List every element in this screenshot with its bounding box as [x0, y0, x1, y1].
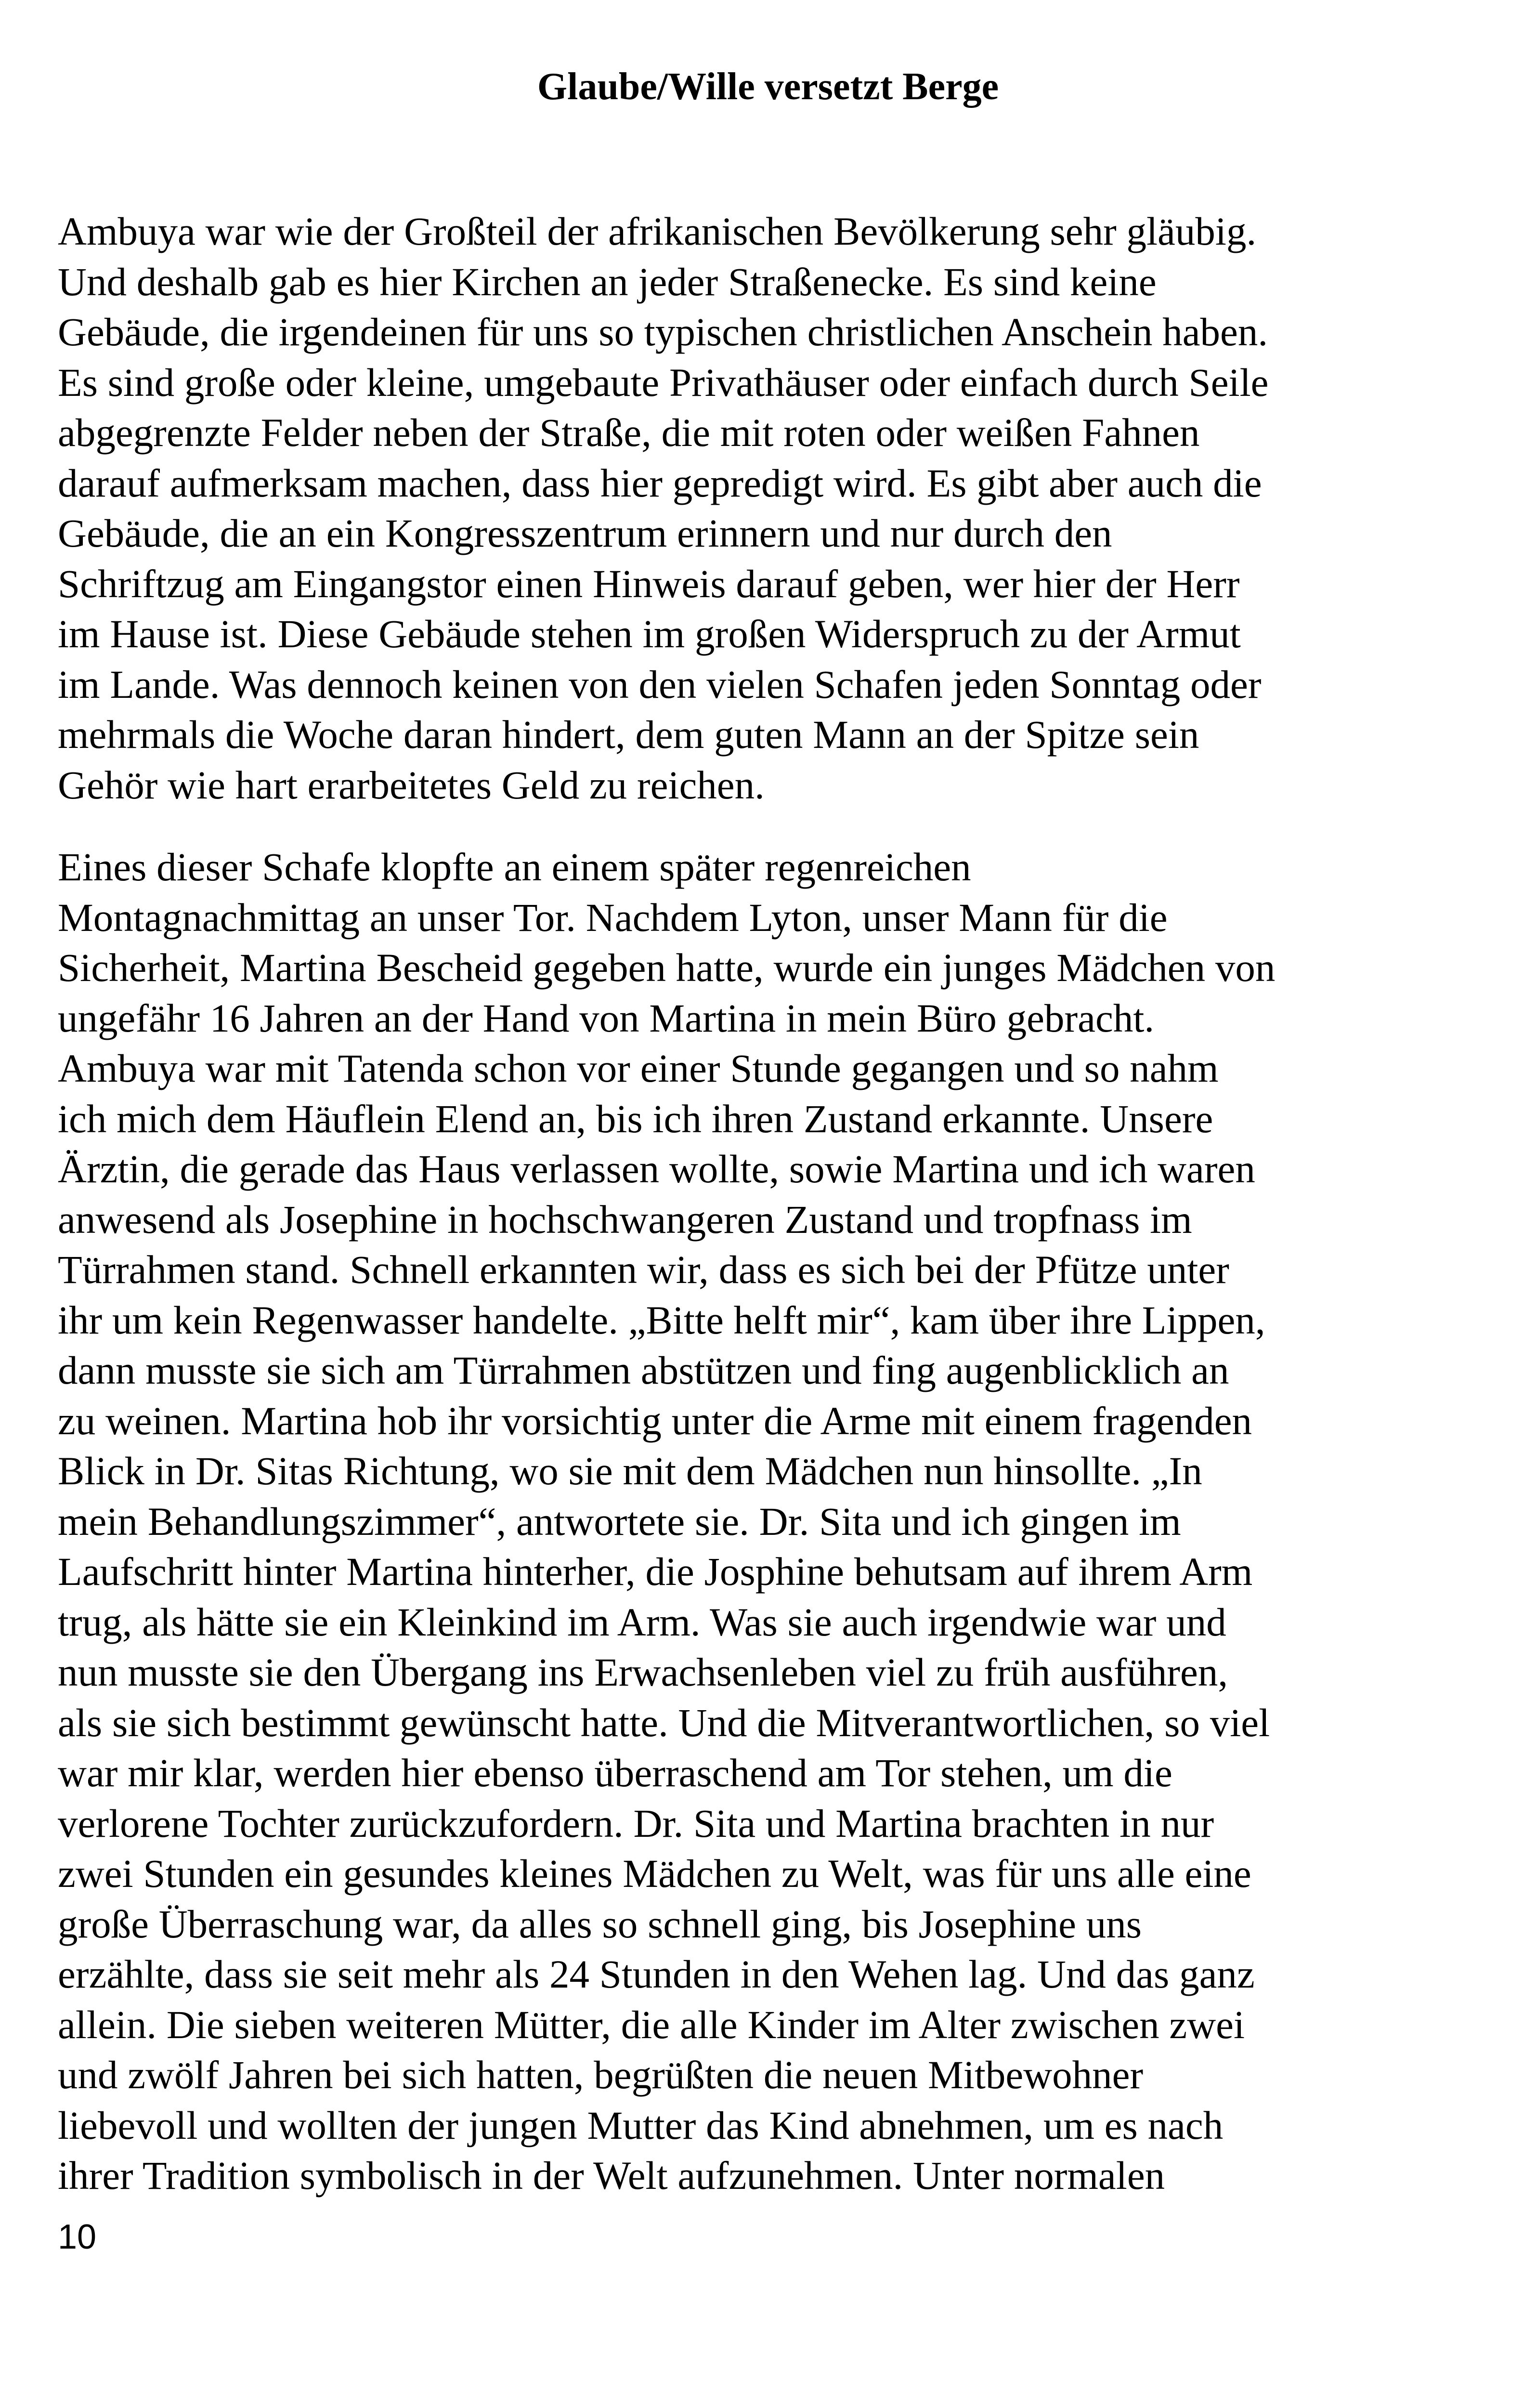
text-line: ungefähr 16 Jahren an der Hand von Martina in mein Büro gebracht.	[58, 995, 1155, 1040]
page-title: Glaube/Wille versetzt Berge	[537, 65, 999, 108]
text-line: Ärztin, die gerade das Haus verlassen wollte, sowie Martina und ich waren	[58, 1147, 1255, 1191]
text-line: Schriftzug am Eingangstor einen Hinweis darauf geben, wer hier der Herr	[58, 561, 1240, 606]
text-line: Und deshalb gab es hier Kirchen an jeder Straßenecke. Es sind keine	[58, 259, 1157, 304]
text-line: verlorene Tochter zurückzufordern. Dr. Sita und Martina brachten in nur	[58, 1801, 1214, 1845]
text-line: mehrmals die Woche daran hindert, dem guten Mann an der Spitze sein	[58, 712, 1199, 757]
text-line: Gebäude, die an ein Kongresszentrum erinnern und nur durch den	[58, 511, 1112, 555]
text-line: Es sind große oder kleine, umgebaute Privathäuser oder einfach durch Seile	[58, 360, 1269, 405]
text-line: zwei Stunden ein gesundes kleines Mädchen zu Welt, was für uns alle eine	[58, 1851, 1251, 1896]
text-line: anwesend als Josephine in hochschwangeren Zustand und tropfnass im	[58, 1197, 1192, 1242]
text-line: darauf aufmerksam machen, dass hier gepredigt wird. Es gibt aber auch die	[58, 460, 1262, 505]
text-line: Sicherheit, Martina Bescheid gegeben hatte, wurde ein junges Mädchen von	[58, 945, 1276, 990]
text-line: Ambuya war mit Tatenda schon vor einer Stunde gegangen und so nahm	[58, 1046, 1219, 1090]
text-line: ihr um kein Regenwasser handelte. „Bitte helft mir“, kam über ihre Lippen,	[58, 1297, 1265, 1342]
text-line: ihrer Tradition symbolisch in der Welt aufzunehmen. Unter normalen	[58, 2153, 1165, 2198]
text-line: als sie sich bestimmt gewünscht hatte. Und die Mitverantwortlichen, so viel	[58, 1700, 1270, 1745]
text-line: erzählte, dass sie seit mehr als 24 Stunden in den Wehen lag. Und das ganz	[58, 1952, 1255, 1996]
text-line: und zwölf Jahren bei sich hatten, begrüßten die neuen Mitbewohner	[58, 2053, 1144, 2097]
text-line: große Überraschung war, da alles so schnell ging, bis Josephine uns	[58, 1901, 1142, 1946]
text-line: trug, als hätte sie ein Kleinkind im Arm. Was sie auch irgendwie war und	[58, 1599, 1226, 1644]
text-line: zu weinen. Martina hob ihr vorsichtig unter die Arme mit einem fragenden	[58, 1398, 1252, 1443]
text-line: war mir klar, werden hier ebenso überraschend am Tor stehen, um die	[58, 1751, 1172, 1795]
text-line: ich mich dem Häuflein Elend an, bis ich ihren Zustand erkannte. Unsere	[58, 1096, 1213, 1141]
text-line: Laufschritt hinter Martina hinterher, die Josphine behutsam auf ihrem Arm	[58, 1549, 1253, 1594]
text-line: Gehör wie hart erarbeitetes Geld zu reichen.	[58, 762, 765, 807]
text-line: im Hause ist. Diese Gebäude stehen im großen Widerspruch zu der Armut	[58, 612, 1241, 656]
text-line: dann musste sie sich am Türrahmen abstützen und fing augenblicklich an	[58, 1348, 1229, 1392]
text-line: abgegrenzte Felder neben der Straße, die mit roten oder weißen Fahnen	[58, 410, 1200, 455]
page-number: 10	[58, 2218, 97, 2256]
text-line: Blick in Dr. Sitas Richtung, wo sie mit dem Mädchen nun hinsollte. „In	[58, 1449, 1202, 1493]
text-line: nun musste sie den Übergang ins Erwachsenleben viel zu früh ausführen,	[58, 1650, 1228, 1694]
text-line: Montagnachmittag an unser Tor. Nachdem Lyton, unser Mann für die	[58, 895, 1168, 940]
paragraph-2	[58, 842, 1483, 2201]
text-line: Eines dieser Schafe klopfte an einem später regenreichen	[58, 845, 971, 889]
text-line: im Lande. Was dennoch keinen von den vielen Schafen jeden Sonntag oder	[58, 662, 1262, 707]
text-line: allein. Die sieben weiteren Mütter, die alle Kinder im Alter zwischen zwei	[58, 2002, 1245, 2047]
text-line: Türrahmen stand. Schnell erkannten wir, dass es sich bei der Pfütze unter	[58, 1247, 1229, 1292]
text-line: mein Behandlungszimmer“, antwortete sie. Dr. Sita und ich gingen im	[58, 1499, 1181, 1544]
paragraph-1	[58, 206, 1483, 810]
text-line: Ambuya war wie der Großteil der afrikanischen Bevölkerung sehr gläubig.	[58, 209, 1257, 253]
text-line: Gebäude, die irgendeinen für uns so typischen christlichen Anschein haben.	[58, 310, 1268, 354]
text-line: liebevoll und wollten der jungen Mutter das Kind abnehmen, um es nach	[58, 2103, 1224, 2147]
